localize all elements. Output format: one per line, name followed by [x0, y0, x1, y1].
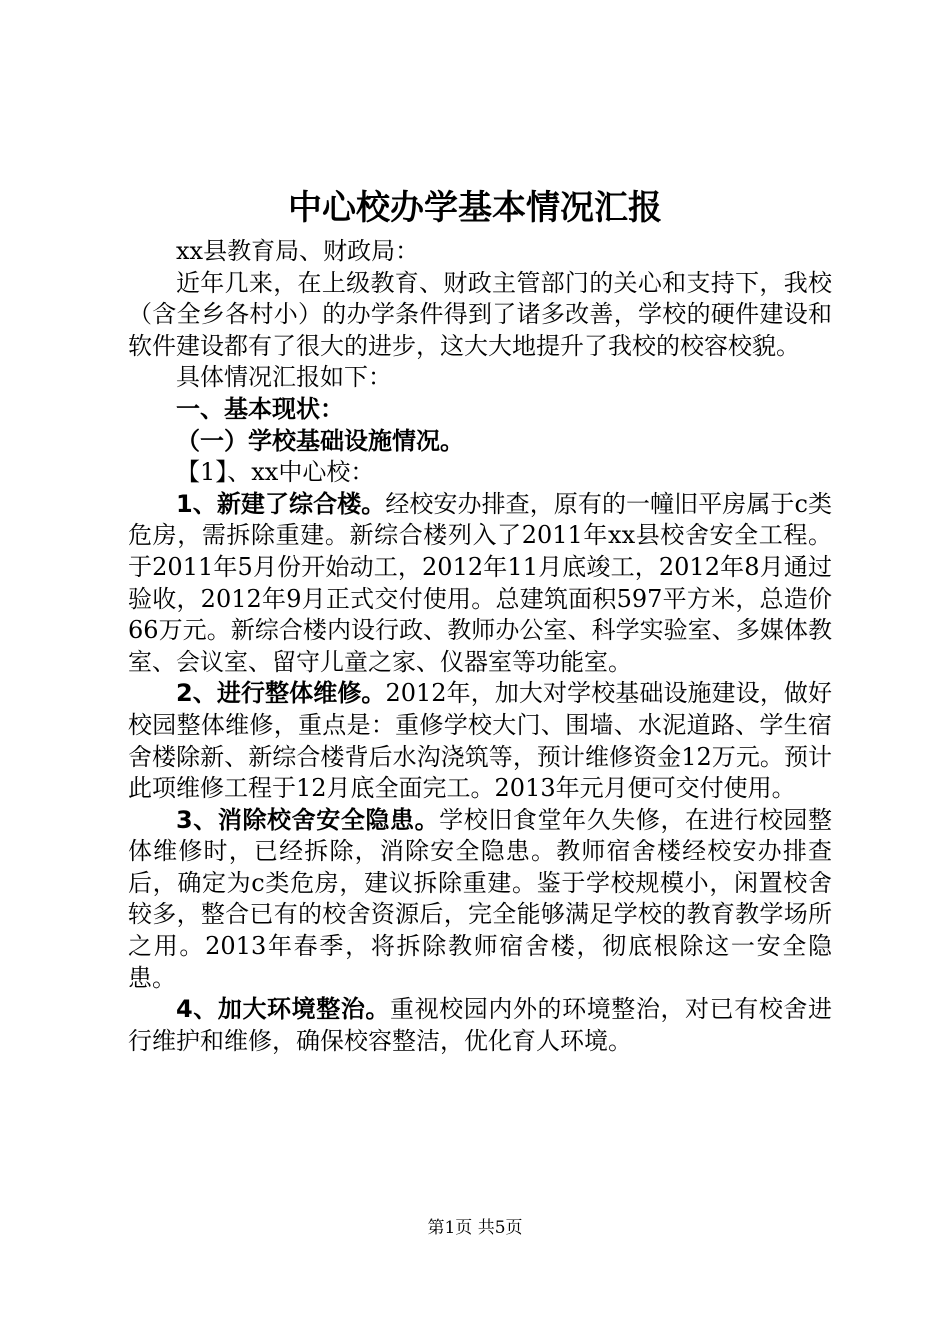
item-lead: 1、新建了综合楼。	[176, 489, 386, 518]
item-lead: 4、加大环境整治。	[176, 995, 390, 1024]
section-heading: 一、基本现状：	[176, 394, 344, 423]
report-intro: 具体情况汇报如下：	[176, 363, 392, 392]
item-paragraph	[128, 994, 832, 1057]
school-heading: 【1】、xx中心校：	[176, 458, 375, 487]
item-lead: 2、进行整体维修。	[176, 679, 386, 708]
item-text: 经校安办排查，原有的一幢旧平房属于c类危房，需拆除重建。新综合楼列入了2011年xx县校舍安全工程。于2011年5月份开始动工，2012年11月底竣工，2012年8月通过验收，2012年9月正式交付使用。总建筑面积597平方米，总造价66万元。新综合楼内设行政、教师办公室、科学实验室、多媒体教室、会议室、留守儿童之家、仪器室等功能室。	[128, 489, 832, 676]
salutation: xx县教育局、财政局：	[176, 237, 420, 265]
item-text: 重视校园内外的环境整治，对已有校舍进行维护和维修，确保校容整洁，优化育人环境。	[128, 995, 833, 1055]
item-lead: 3、消除校舍安全隐患。	[176, 805, 440, 834]
item-text: 2012年，加大对学校基础设施建设，做好校园整体维修，重点是：重修学校大门、围墙、水泥道路、学生宿舍楼除新、新综合楼背后水沟浇筑等，预计维修资金12万元。预计此项维修工程于12月底全面完工。2013年元月便可交付使用。	[128, 679, 832, 803]
item-paragraph	[128, 678, 832, 804]
subsection-heading: （一）学校基础设施情况。	[176, 426, 464, 455]
intro-paragraph: 近年几来，在上级教育、财政主管部门的关心和支持下，我校（含全乡各村小）的办学条件得到了诸多改善，学校的硬件建设和软件建设都有了很大的进步，这大大地提升了我校的校容校貌。	[128, 268, 832, 360]
item-paragraph	[128, 489, 832, 679]
document-title: 中心校办学基本情况汇报	[288, 188, 662, 228]
page-footer: 第1页 共5页	[427, 1218, 523, 1238]
document-body	[128, 236, 832, 1057]
item-text: 学校旧食堂年久失修，在进行校园整体维修时，已经拆除，消除安全隐患。教师宿舍楼经校安办排查后，确定为c类危房，建议拆除重建。鉴于学校规模小，闲置校舍较多，整合已有的校舍资源后，完全能够满足学校的教育教学场所之用。2013年春季，将拆除教师宿舍楼，彻底根除这一安全隐患。	[128, 805, 832, 992]
item-paragraph	[128, 805, 832, 995]
